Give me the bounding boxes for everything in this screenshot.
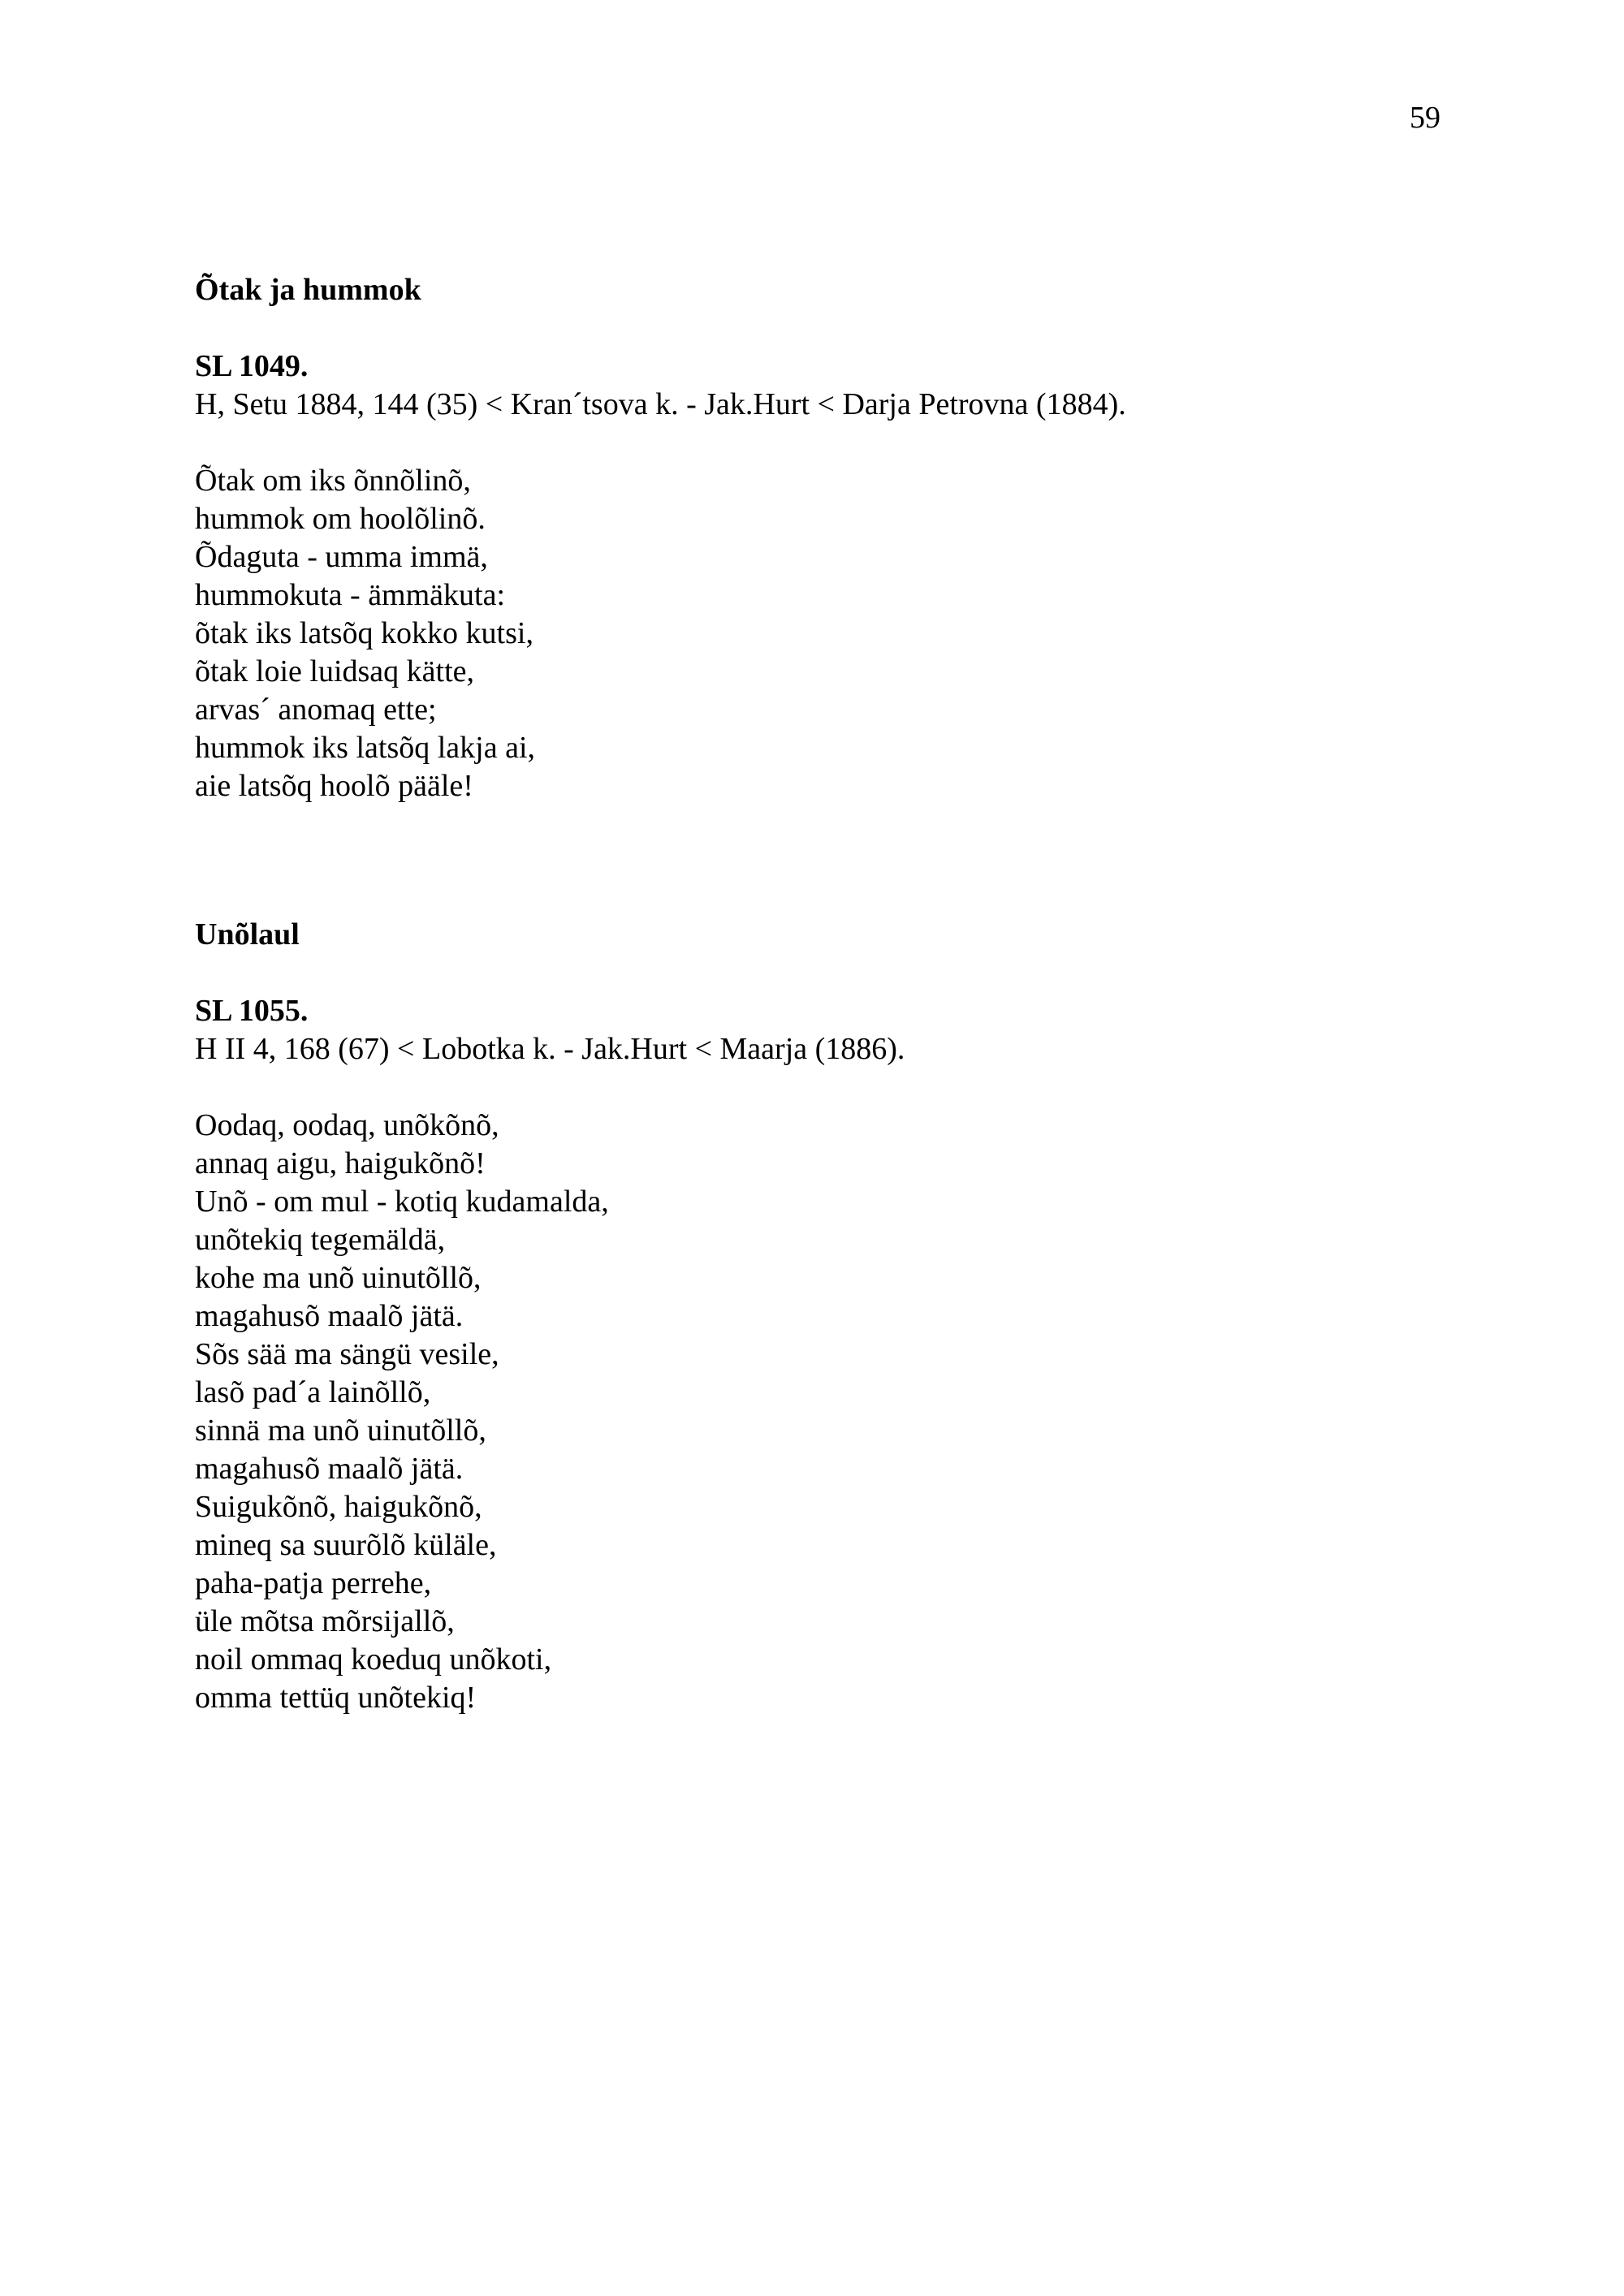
verse-line: Unõ - om mul - kotiq kudamalda,	[195, 1185, 609, 1219]
verse-line: annaq aigu, haigukõnõ!	[195, 1146, 486, 1180]
page-number: 59	[1410, 101, 1440, 135]
verse-line: Õtak om iks õnnõlinõ,	[195, 464, 471, 498]
verse-line: omma tettüq unõtekiq!	[195, 1681, 477, 1715]
verse-line: Sõs sää ma sängü vesile,	[195, 1337, 499, 1371]
verse-line: lasõ pad´a lainõllõ,	[195, 1375, 431, 1409]
verse-line: hummok iks latsõq lakja ai,	[195, 731, 536, 765]
verse-line: arvas´ anomaq ette;	[195, 693, 437, 727]
verse-line: magahusõ maalõ jätä.	[195, 1452, 464, 1486]
song-section-2	[195, 916, 1494, 1717]
verse-line: üle mõtsa mõrsijallõ,	[195, 1604, 455, 1638]
verse-line: kohe ma unõ uinutõllõ,	[195, 1261, 482, 1295]
verse	[195, 1107, 1494, 1717]
verse-line: aie latsõq hoolõ pääle!	[195, 769, 473, 803]
verse-line: õtak iks latsõq kokko kutsi,	[195, 616, 533, 650]
verse-line: sinnä ma unõ uinutõllõ,	[195, 1413, 486, 1448]
verse-line: Suigukõnõ, haigukõnõ,	[195, 1490, 482, 1524]
verse	[195, 462, 1494, 805]
verse-line: magahusõ maalõ jätä.	[195, 1299, 464, 1333]
song-title: Unõlaul	[195, 917, 300, 952]
song-id: SL 1049.	[195, 349, 309, 383]
verse-line: õtak loie luidsaq kätte,	[195, 654, 475, 688]
song-source: H, Setu 1884, 144 (35) < Kran´tsova k. - Jak.Hurt < Darja Petrovna (1884).	[195, 387, 1126, 421]
song-id: SL 1055.	[195, 994, 309, 1028]
verse-line: Õdaguta - umma immä,	[195, 540, 488, 574]
song-title: Õtak ja hummok	[195, 273, 421, 307]
verse-line: unõtekiq tegemäldä,	[195, 1223, 446, 1257]
verse-line: paha-patja perrehe,	[195, 1566, 432, 1600]
song-section-1	[195, 271, 1494, 805]
verse-line: hummokuta - ämmäkuta:	[195, 578, 506, 612]
song-source: H II 4, 168 (67) < Lobotka k. - Jak.Hurt < Maarja (1886).	[195, 1032, 905, 1066]
verse-line: mineq sa suurõlõ küläle,	[195, 1528, 497, 1562]
verse-line: noil ommaq koeduq unõkoti,	[195, 1642, 552, 1677]
verse-line: hummok om hoolõlinõ.	[195, 502, 486, 536]
verse-line: Oodaq, oodaq, unõkõnõ,	[195, 1108, 499, 1142]
